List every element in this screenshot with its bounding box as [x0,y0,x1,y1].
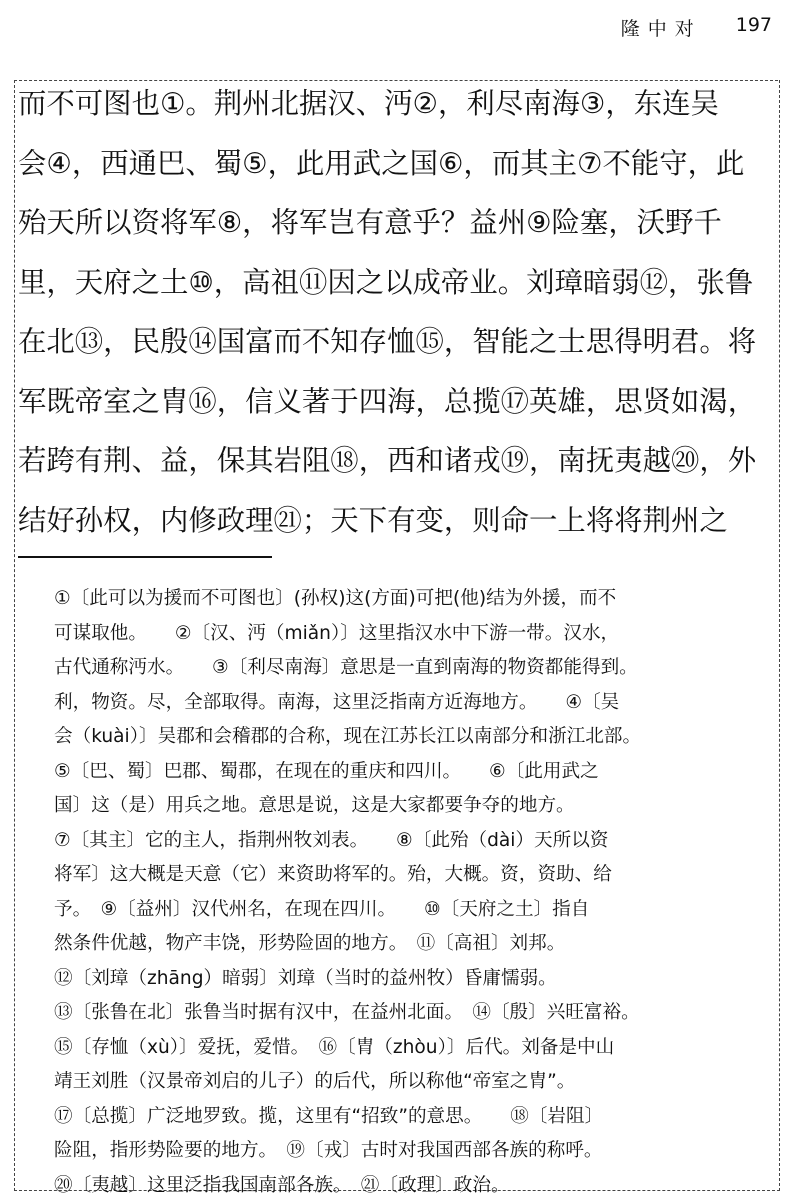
main-text-line: 在北⑬，民殷⑭国富而不知存恤⑮，智能之士思得明君。将 [18,312,780,372]
main-text [18,74,780,550]
main-text-line: 结好孙权，内修政理㉑；天下有变，则命一上将将荆州之 [18,491,780,551]
footnote-line: 可谋取他。 ②〔汉、沔（miǎn）〕这里指汉水中下游一带。汉水， [54,617,784,652]
page-header [621,14,772,41]
footnote-line: ①〔此可以为援而不可图也〕(孙权)这(方面)可把(他)结为外援，而不 [54,582,784,617]
main-text-line: 而不可图也①。荆州北据汉、沔②，利尽南海③，东连吴 [18,74,780,134]
footnote-line: ⑳〔夷越〕这里泛指我国南部各族。 ㉑〔政理〕政治。 [54,1169,784,1203]
footnote-line: 靖王刘胜（汉景帝刘启的儿子）的后代，所以称他“帝室之胄”。 [54,1065,784,1100]
footnote-line: ⑮〔存恤（xù）〕爱抚，爱惜。 ⑯〔胄（zhòu）〕后代。刘备是中山 [54,1031,784,1066]
main-text-line: 里，天府之土⑩，高祖⑪因之以成帝业。刘璋暗弱⑫，张鲁 [18,253,780,313]
footnote-line: 利，物资。尽，全部取得。南海，这里泛指南方近海地方。 ④〔吴 [54,686,784,721]
footnote-line: ⑰〔总揽〕广泛地罗致。揽，这里有“招致”的意思。 ⑱〔岩阻〕 [54,1100,784,1135]
running-title: 隆中对 [621,14,702,41]
main-text-line: 会④，西通巴、蜀⑤，此用武之国⑥，而其主⑦不能守，此 [18,134,780,194]
footnote-divider [18,556,272,558]
main-text-line: 若跨有荆、益，保其岩阻⑱，西和诸戎⑲，南抚夷越⑳，外 [18,431,780,491]
footnote-line: 险阻，指形势险要的地方。 ⑲〔戎〕古时对我国西部各族的称呼。 [54,1134,784,1169]
main-text-line: 军既帝室之胄⑯，信义著于四海，总揽⑰英雄，思贤如渴， [18,372,780,432]
page-number: 197 [736,14,772,41]
footnote-line: ⑤〔巴、蜀〕巴郡、蜀郡，在现在的重庆和四川。 ⑥〔此用武之 [54,755,784,790]
footnote-line: ⑫〔刘璋（zhāng）暗弱〕刘璋（当时的益州牧）昏庸懦弱。 [54,962,784,997]
footnote-line: 然条件优越，物产丰饶，形势险固的地方。 ⑪〔高祖〕刘邦。 [54,927,784,962]
footnote-line: 予。 ⑨〔益州〕汉代州名，在现在四川。 ⑩〔天府之土〕指自 [54,893,784,928]
footnote-line: 将军〕这大概是天意（它）来资助将军的。殆，大概。资，资助、给 [54,858,784,893]
footnote-line: ⑦〔其主〕它的主人，指荆州牧刘表。 ⑧〔此殆（dài）天所以资 [54,824,784,859]
footnote-line: 会（kuài）〕吴郡和会稽郡的合称，现在江苏长江以南部分和浙江北部。 [54,720,784,755]
footnote-line: 古代通称沔水。 ③〔利尽南海〕意思是一直到南海的物资都能得到。 [54,651,784,686]
footnotes [54,582,784,1203]
footnote-line: ⑬〔张鲁在北〕张鲁当时据有汉中，在益州北面。 ⑭〔殷〕兴旺富裕。 [54,996,784,1031]
footnote-line: 国〕这（是）用兵之地。意思是说，这是大家都要争夺的地方。 [54,789,784,824]
main-text-line: 殆天所以资将军⑧，将军岂有意乎？益州⑨险塞，沃野千 [18,193,780,253]
